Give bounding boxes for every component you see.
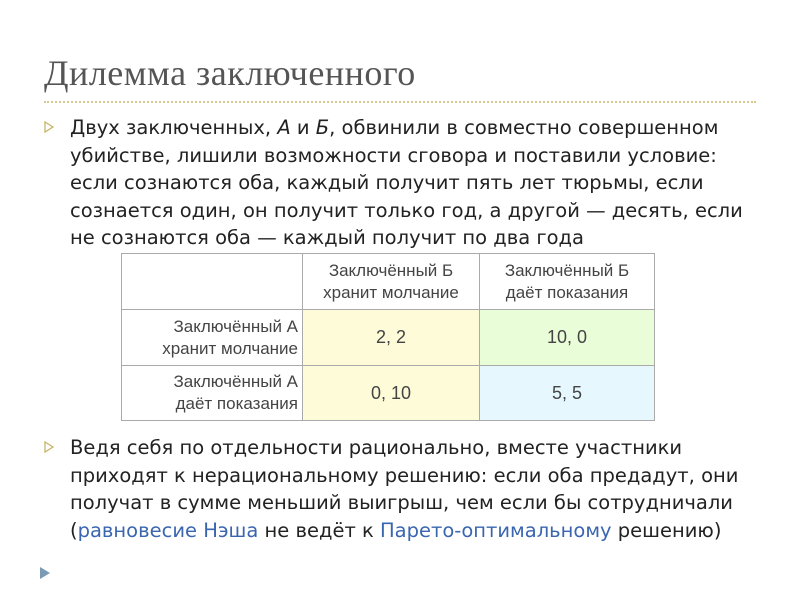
col-header-line1: Заключённый Б [504, 260, 630, 280]
intro-text-3: , обвинили в совместно совершенном убийстве, лишили возможности сговора и поставили условие: если сознаются оба, каждый получит пять лет тюрьмы, если сознается один, он получит только год, а другой — десять, если не сознаются оба — каждый получит по два года [70, 116, 743, 249]
col-header-b-silent [303, 254, 480, 310]
intro-text-1: Двух заключенных, [70, 116, 278, 139]
pareto-optimal-link[interactable]: Парето-оптимальному [380, 518, 612, 542]
payoff-cell: 10, 0 [480, 310, 655, 366]
conclusion-paragraph [70, 434, 760, 544]
payoff-cell: 2, 2 [303, 310, 480, 366]
col-header-line2: даёт показания [505, 282, 629, 302]
conclusion-text-2: не ведёт к [258, 518, 381, 542]
row-header-line1: Заключённый А [173, 316, 298, 336]
col-header-line2: хранит молчание [323, 282, 459, 302]
prisoner-a-label: А [277, 116, 291, 139]
row-header-a-testifies [122, 366, 303, 421]
nash-equilibrium-link[interactable]: равновесие Нэша [77, 518, 259, 542]
table-row [122, 366, 655, 421]
row-header-line2: даёт показания [175, 394, 298, 413]
conclusion-text-3: решению) [611, 518, 722, 542]
col-header-b-testifies [480, 254, 655, 310]
row-header-line2: хранит молчание [162, 338, 298, 358]
slide-title: Дилемма заключенного [44, 53, 416, 93]
payoff-matrix [121, 253, 655, 421]
play-arrow-icon[interactable] [38, 565, 52, 581]
row-header-line1: Заключённый А [173, 372, 298, 391]
intro-text-2: и [290, 116, 316, 139]
table-corner-cell [122, 254, 303, 310]
prisoner-b-label: Б [315, 116, 330, 139]
payoff-cell: 5, 5 [480, 366, 655, 421]
conclusion-text-1: Ведя себя по отдельности рационально, вместе участники приходят к нерациональному решению: если оба предадут, они получат в сумме меньший выигрыш, чем если бы сотрудничали ( [70, 436, 739, 542]
col-header-line1: Заключённый Б [328, 260, 454, 280]
payoff-cell: 0, 10 [303, 366, 480, 421]
table-row [122, 310, 655, 366]
title-divider [44, 101, 756, 103]
triangle-bullet-icon [44, 441, 54, 453]
table-header-row [122, 254, 655, 310]
triangle-bullet-icon [44, 121, 54, 133]
intro-paragraph [70, 114, 760, 252]
row-header-a-silent [122, 310, 303, 366]
